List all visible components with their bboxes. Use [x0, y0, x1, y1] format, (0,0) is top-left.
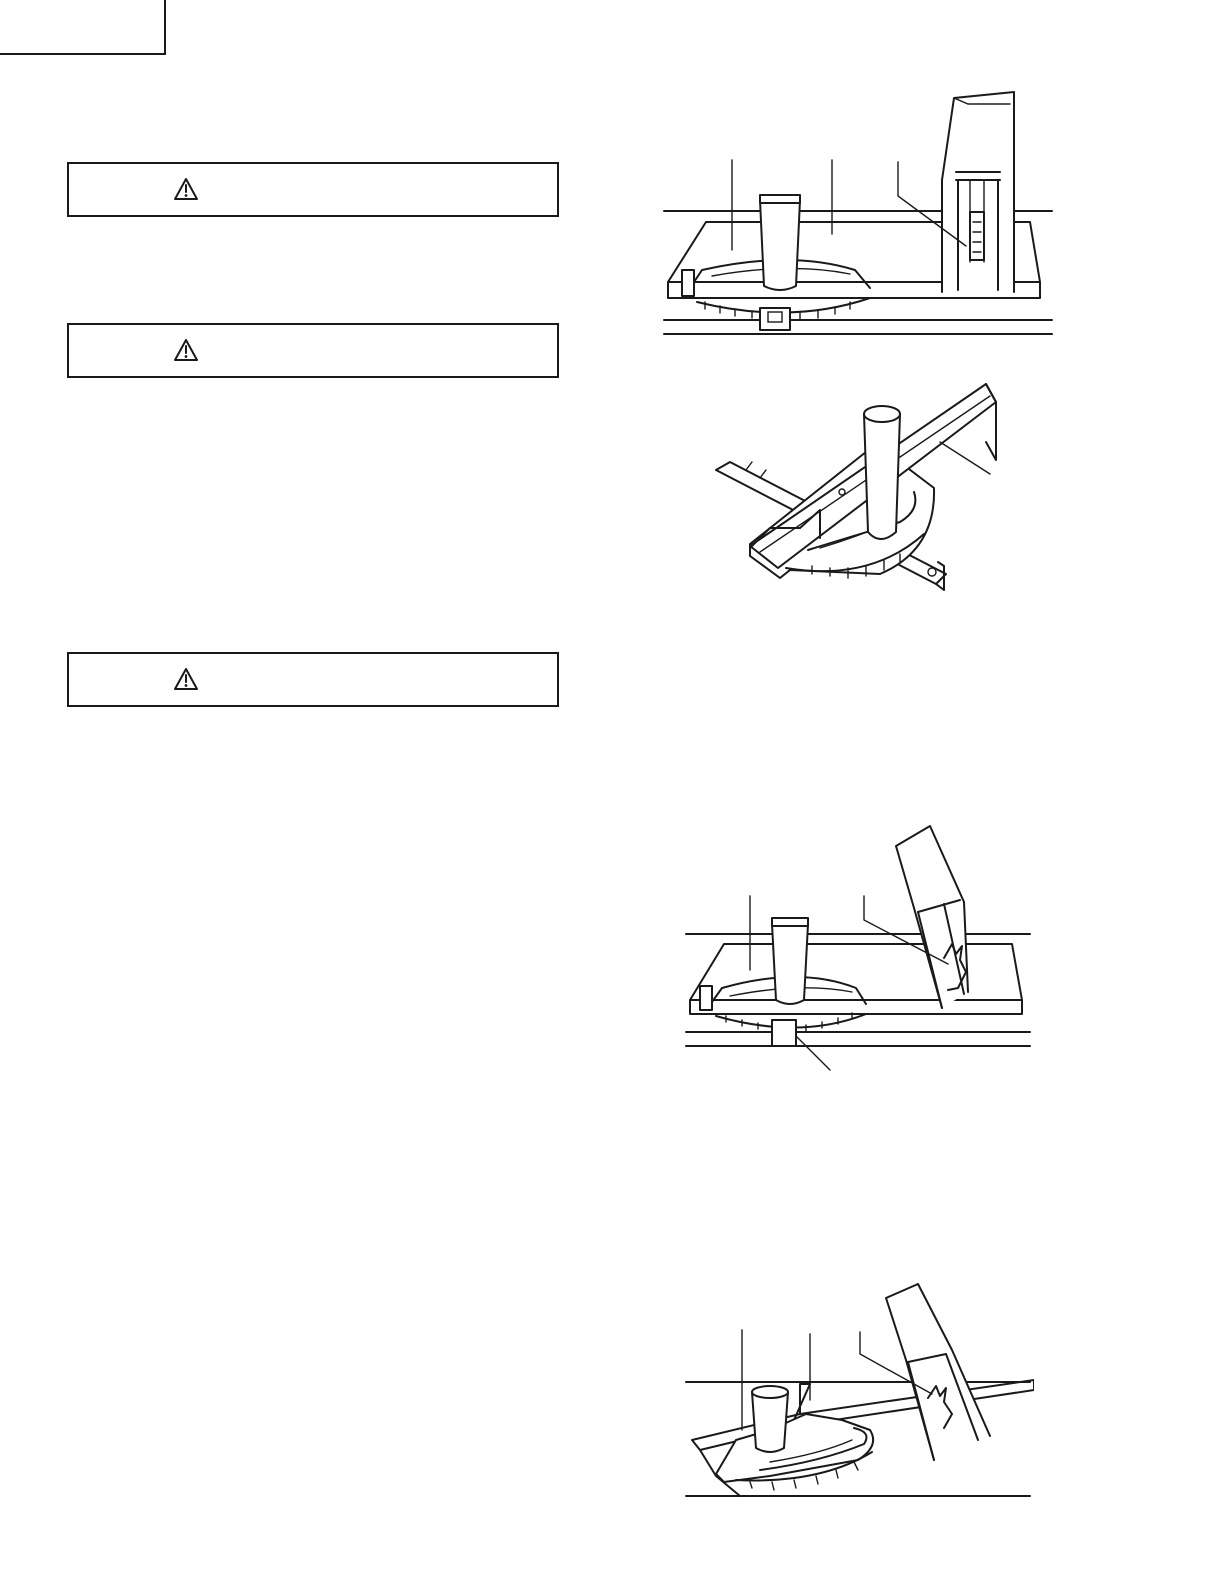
- warning-triangle-icon: [173, 177, 199, 201]
- warning-triangle-icon: [173, 667, 199, 691]
- figure-miter-gauge-angled: [682, 1278, 1034, 1504]
- figure-miter-gauge-guard: [660, 88, 1060, 340]
- warning-triangle-icon: [173, 338, 199, 362]
- warning-box-3: [67, 652, 559, 707]
- warning-box-2: [67, 323, 559, 378]
- page-number-tab: [0, 0, 166, 55]
- figure-miter-gauge-facing: [710, 378, 1000, 600]
- figure-miter-gauge-square: [682, 820, 1034, 1076]
- warning-box-1: [67, 162, 559, 217]
